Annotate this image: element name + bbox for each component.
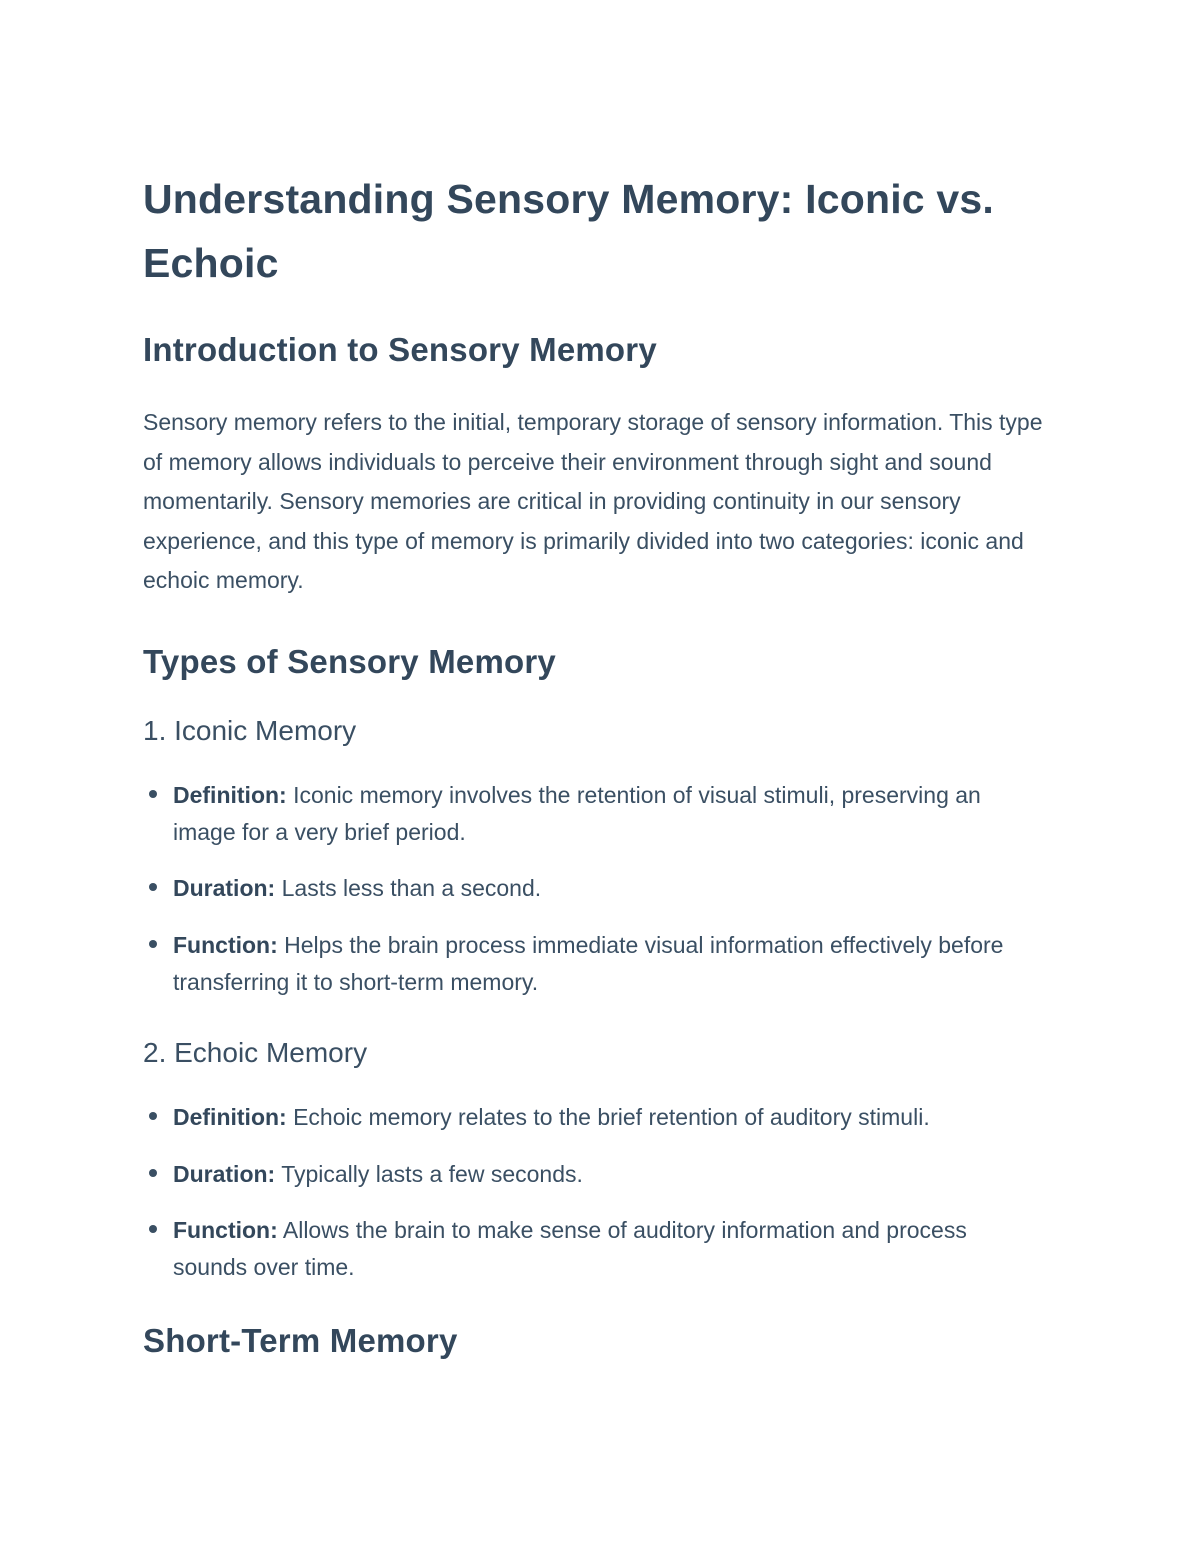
list-item <box>143 1099 1043 1136</box>
bullet-label: Function: <box>173 1217 278 1244</box>
bullet-text: Lasts less than a second. <box>275 875 542 902</box>
echoic-memory-heading: 2. Echoic Memory <box>143 1036 368 1068</box>
iconic-memory-bullet-list <box>143 777 1055 1001</box>
echoic-memory-bullet-list <box>143 1099 1055 1286</box>
list-item <box>143 927 1043 1001</box>
bullet-label: Definition: <box>173 781 287 808</box>
bullet-text: Typically lasts a few seconds. <box>275 1160 583 1187</box>
bullet-label: Duration: <box>173 875 276 902</box>
bullet-text: Iconic memory involves the retention of visual stimuli, preserving an image for a very brief period. <box>173 781 981 845</box>
bullet-text: Echoic memory relates to the brief retention of auditory stimuli. <box>286 1103 930 1130</box>
bullet-label: Definition: <box>173 1103 287 1130</box>
list-item <box>143 870 1043 907</box>
list-item <box>143 1212 1043 1286</box>
bullet-label: Function: <box>173 932 278 959</box>
list-item <box>143 777 1043 851</box>
short-term-memory-heading: Short-Term Memory <box>143 1322 458 1359</box>
intro-section-heading: Introduction to Sensory Memory <box>143 331 657 369</box>
iconic-memory-heading: 1. Iconic Memory <box>143 714 357 746</box>
list-item <box>143 1156 1043 1193</box>
bullet-text: Allows the brain to make sense of auditory information and process sounds over time. <box>173 1217 967 1281</box>
types-section <box>143 643 1055 1286</box>
types-section-heading: Types of Sensory Memory <box>143 642 556 680</box>
document-title: Understanding Sensory Memory: Iconic vs. Echoic <box>143 176 994 286</box>
bullet-text: Helps the brain process immediate visual information effectively before transferring it to short-term memory. <box>173 932 1004 996</box>
bullet-label: Duration: <box>173 1160 276 1187</box>
intro-paragraph: Sensory memory refers to the initial, temporary storage of sensory information. This type of memory allows individuals to perceive their environment through sight and sound momentarily. Sensory memories are critical in providing continuity in our sensory experience, and this type of memory is primarily divided into two categories: iconic and echoic memory. <box>143 409 1043 594</box>
